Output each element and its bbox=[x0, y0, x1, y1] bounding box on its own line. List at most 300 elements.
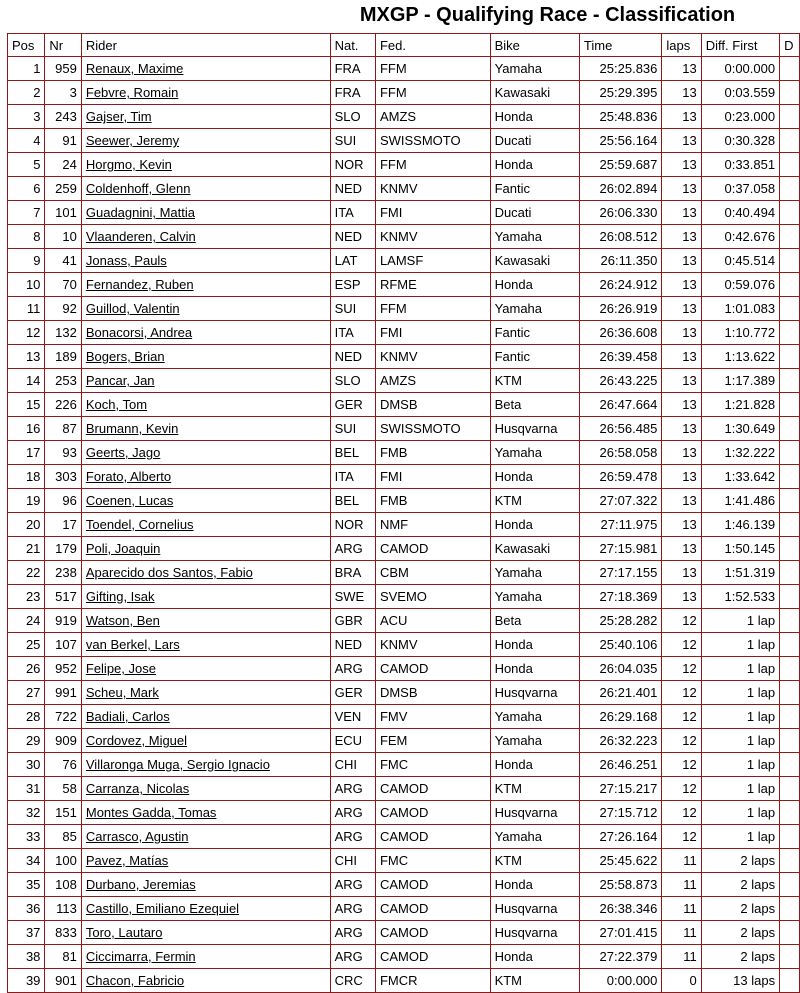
pos-cell: 36 bbox=[8, 897, 45, 921]
laps-cell: 13 bbox=[662, 513, 701, 537]
nat-cell: GER bbox=[330, 681, 375, 705]
rider-cell bbox=[81, 129, 330, 153]
time-cell: 25:58.873 bbox=[579, 873, 662, 897]
nat-cell: VEN bbox=[330, 705, 375, 729]
diff-first-cell: 0:59.076 bbox=[701, 273, 779, 297]
time-cell: 26:04.035 bbox=[579, 657, 662, 681]
diff-prev-cell bbox=[780, 657, 800, 681]
rider-link[interactable]: Geerts, Jago bbox=[85, 445, 161, 460]
bike-cell: Kawasaki bbox=[490, 537, 579, 561]
bike-cell: Beta bbox=[490, 609, 579, 633]
nat-cell: NED bbox=[330, 177, 375, 201]
diff-prev-cell bbox=[780, 681, 800, 705]
laps-cell: 13 bbox=[662, 465, 701, 489]
diff-prev-cell bbox=[780, 249, 800, 273]
time-cell: 26:58.058 bbox=[579, 441, 662, 465]
fed-cell: FMB bbox=[375, 489, 490, 513]
time-cell: 27:01.415 bbox=[579, 921, 662, 945]
pos-cell: 2 bbox=[8, 81, 45, 105]
rider-cell bbox=[81, 393, 330, 417]
laps-cell: 0 bbox=[662, 969, 701, 993]
nr-cell: 3 bbox=[45, 81, 81, 105]
nat-cell: SWE bbox=[330, 585, 375, 609]
table-row bbox=[8, 321, 800, 345]
laps-cell: 13 bbox=[662, 105, 701, 129]
header-nat: Nat. bbox=[330, 34, 375, 57]
header-rider: Rider bbox=[81, 34, 330, 57]
rider-link[interactable]: van Berkel, Lars bbox=[85, 637, 180, 652]
diff-prev-cell bbox=[780, 369, 800, 393]
rider-cell bbox=[81, 873, 330, 897]
fed-cell: CAMOD bbox=[375, 945, 490, 969]
table-row bbox=[8, 921, 800, 945]
pos-cell: 21 bbox=[8, 537, 45, 561]
table-row bbox=[8, 633, 800, 657]
nr-cell: 132 bbox=[45, 321, 81, 345]
bike-cell: Husqvarna bbox=[490, 417, 579, 441]
time-cell: 26:56.485 bbox=[579, 417, 662, 441]
nr-cell: 96 bbox=[45, 489, 81, 513]
table-row bbox=[8, 897, 800, 921]
diff-first-cell: 1:46.139 bbox=[701, 513, 779, 537]
rider-link[interactable]: Toro, Lautaro bbox=[85, 925, 163, 940]
rider-link[interactable]: Ciccimarra, Fermin bbox=[85, 949, 196, 964]
diff-prev-cell bbox=[780, 969, 800, 993]
pos-cell: 17 bbox=[8, 441, 45, 465]
bike-cell: Honda bbox=[490, 945, 579, 969]
diff-first-cell: 1:41.486 bbox=[701, 489, 779, 513]
diff-prev-cell bbox=[780, 129, 800, 153]
nat-cell: ECU bbox=[330, 729, 375, 753]
diff-first-cell: 1 lap bbox=[701, 801, 779, 825]
nat-cell: ITA bbox=[330, 201, 375, 225]
time-cell: 26:59.478 bbox=[579, 465, 662, 489]
table-row bbox=[8, 585, 800, 609]
nr-cell: 253 bbox=[45, 369, 81, 393]
fed-cell: CAMOD bbox=[375, 825, 490, 849]
bike-cell: Ducati bbox=[490, 201, 579, 225]
rider-link[interactable]: Scheu, Mark bbox=[85, 685, 159, 700]
nat-cell: NOR bbox=[330, 153, 375, 177]
diff-first-cell: 1 lap bbox=[701, 705, 779, 729]
fed-cell: KNMV bbox=[375, 225, 490, 249]
pos-cell: 24 bbox=[8, 609, 45, 633]
rider-link[interactable]: Fernandez, Ruben bbox=[85, 277, 194, 292]
rider-link[interactable]: Febvre, Romain bbox=[85, 85, 179, 100]
diff-prev-cell bbox=[780, 297, 800, 321]
nr-cell: 151 bbox=[45, 801, 81, 825]
diff-prev-cell bbox=[780, 897, 800, 921]
bike-cell: KTM bbox=[490, 369, 579, 393]
rider-cell bbox=[81, 801, 330, 825]
laps-cell: 13 bbox=[662, 153, 701, 177]
table-row bbox=[8, 969, 800, 993]
time-cell: 26:43.225 bbox=[579, 369, 662, 393]
rider-cell bbox=[81, 849, 330, 873]
pos-cell: 37 bbox=[8, 921, 45, 945]
time-cell: 26:06.330 bbox=[579, 201, 662, 225]
table-row bbox=[8, 177, 800, 201]
diff-first-cell: 1:30.649 bbox=[701, 417, 779, 441]
time-cell: 27:26.164 bbox=[579, 825, 662, 849]
pos-cell: 25 bbox=[8, 633, 45, 657]
nat-cell: CRC bbox=[330, 969, 375, 993]
diff-first-cell: 1:52.533 bbox=[701, 585, 779, 609]
pos-cell: 32 bbox=[8, 801, 45, 825]
nr-cell: 108 bbox=[45, 873, 81, 897]
bike-cell: Honda bbox=[490, 465, 579, 489]
laps-cell: 13 bbox=[662, 129, 701, 153]
time-cell: 26:29.168 bbox=[579, 705, 662, 729]
rider-cell bbox=[81, 57, 330, 81]
rider-cell bbox=[81, 777, 330, 801]
fed-cell: DMSB bbox=[375, 681, 490, 705]
table-row bbox=[8, 225, 800, 249]
fed-cell: KNMV bbox=[375, 177, 490, 201]
nat-cell: ARG bbox=[330, 825, 375, 849]
time-cell: 27:15.981 bbox=[579, 537, 662, 561]
table-row bbox=[8, 801, 800, 825]
nr-cell: 41 bbox=[45, 249, 81, 273]
fed-cell: CAMOD bbox=[375, 777, 490, 801]
diff-first-cell: 0:40.494 bbox=[701, 201, 779, 225]
time-cell: 26:02.894 bbox=[579, 177, 662, 201]
fed-cell: FMI bbox=[375, 465, 490, 489]
nr-cell: 70 bbox=[45, 273, 81, 297]
rider-link[interactable]: Poli, Joaquin bbox=[85, 541, 161, 556]
bike-cell: Yamaha bbox=[490, 585, 579, 609]
rider-link[interactable]: Gifting, Isak bbox=[85, 589, 155, 604]
pos-cell: 26 bbox=[8, 657, 45, 681]
diff-prev-cell bbox=[780, 105, 800, 129]
time-cell: 25:56.164 bbox=[579, 129, 662, 153]
laps-cell: 13 bbox=[662, 417, 701, 441]
bike-cell: KTM bbox=[490, 969, 579, 993]
table-row bbox=[8, 681, 800, 705]
nat-cell: BEL bbox=[330, 441, 375, 465]
nr-cell: 303 bbox=[45, 465, 81, 489]
rider-link[interactable]: Bogers, Brian bbox=[85, 349, 165, 364]
nat-cell: ARG bbox=[330, 657, 375, 681]
pos-cell: 20 bbox=[8, 513, 45, 537]
laps-cell: 11 bbox=[662, 945, 701, 969]
nr-cell: 259 bbox=[45, 177, 81, 201]
pos-cell: 5 bbox=[8, 153, 45, 177]
nat-cell: ITA bbox=[330, 321, 375, 345]
time-cell: 26:39.458 bbox=[579, 345, 662, 369]
rider-link[interactable]: Chacon, Fabricio bbox=[85, 973, 185, 988]
rider-link[interactable]: Toendel, Cornelius bbox=[85, 517, 194, 532]
rider-link[interactable]: Bonacorsi, Andrea bbox=[85, 325, 193, 340]
laps-cell: 13 bbox=[662, 489, 701, 513]
laps-cell: 13 bbox=[662, 297, 701, 321]
rider-link[interactable]: Carrasco, Agustin bbox=[85, 829, 189, 844]
rider-link[interactable]: Guadagnini, Mattia bbox=[85, 205, 195, 220]
laps-cell: 13 bbox=[662, 345, 701, 369]
nr-cell: 92 bbox=[45, 297, 81, 321]
diff-prev-cell bbox=[780, 81, 800, 105]
rider-link[interactable]: Vlaanderen, Calvin bbox=[85, 229, 196, 244]
rider-cell bbox=[81, 897, 330, 921]
header-fed: Fed. bbox=[375, 34, 490, 57]
bike-cell: Yamaha bbox=[490, 705, 579, 729]
laps-cell: 13 bbox=[662, 81, 701, 105]
table-row bbox=[8, 873, 800, 897]
diff-first-cell: 2 laps bbox=[701, 849, 779, 873]
pos-cell: 7 bbox=[8, 201, 45, 225]
bike-cell: Kawasaki bbox=[490, 81, 579, 105]
bike-cell: Honda bbox=[490, 273, 579, 297]
rider-cell bbox=[81, 105, 330, 129]
rider-link[interactable]: Watson, Ben bbox=[85, 613, 160, 628]
pos-cell: 39 bbox=[8, 969, 45, 993]
diff-prev-cell bbox=[780, 561, 800, 585]
bike-cell: Husqvarna bbox=[490, 921, 579, 945]
rider-cell bbox=[81, 825, 330, 849]
rider-link[interactable]: Villaronga Muga, Sergio Ignacio bbox=[85, 757, 270, 772]
fed-cell: LAMSF bbox=[375, 249, 490, 273]
diff-first-cell: 1:33.642 bbox=[701, 465, 779, 489]
nr-cell: 959 bbox=[45, 57, 81, 81]
fed-cell: CAMOD bbox=[375, 873, 490, 897]
diff-first-cell: 2 laps bbox=[701, 873, 779, 897]
fed-cell: FMV bbox=[375, 705, 490, 729]
time-cell: 27:15.217 bbox=[579, 777, 662, 801]
table-row bbox=[8, 753, 800, 777]
diff-prev-cell bbox=[780, 153, 800, 177]
pos-cell: 23 bbox=[8, 585, 45, 609]
laps-cell: 12 bbox=[662, 777, 701, 801]
fed-cell: FFM bbox=[375, 57, 490, 81]
nr-cell: 909 bbox=[45, 729, 81, 753]
nr-cell: 87 bbox=[45, 417, 81, 441]
laps-cell: 12 bbox=[662, 681, 701, 705]
rider-link[interactable]: Seewer, Jeremy bbox=[85, 133, 180, 148]
nr-cell: 24 bbox=[45, 153, 81, 177]
diff-prev-cell bbox=[780, 345, 800, 369]
fed-cell: FFM bbox=[375, 81, 490, 105]
diff-first-cell: 1 lap bbox=[701, 777, 779, 801]
rider-link[interactable]: Horgmo, Kevin bbox=[85, 157, 172, 172]
bike-cell: Yamaha bbox=[490, 729, 579, 753]
fed-cell: FFM bbox=[375, 297, 490, 321]
diff-prev-cell bbox=[780, 609, 800, 633]
laps-cell: 13 bbox=[662, 177, 701, 201]
diff-prev-cell bbox=[780, 873, 800, 897]
header-time: Time bbox=[579, 34, 662, 57]
nr-cell: 58 bbox=[45, 777, 81, 801]
nat-cell: NED bbox=[330, 633, 375, 657]
table-row bbox=[8, 825, 800, 849]
pos-cell: 18 bbox=[8, 465, 45, 489]
diff-prev-cell bbox=[780, 921, 800, 945]
laps-cell: 12 bbox=[662, 825, 701, 849]
rider-link[interactable]: Coldenhoff, Glenn bbox=[85, 181, 191, 196]
fed-cell: ACU bbox=[375, 609, 490, 633]
pos-cell: 11 bbox=[8, 297, 45, 321]
rider-cell bbox=[81, 489, 330, 513]
fed-cell: FFM bbox=[375, 153, 490, 177]
nr-cell: 722 bbox=[45, 705, 81, 729]
table-row bbox=[8, 537, 800, 561]
bike-cell: Fantic bbox=[490, 177, 579, 201]
header-nr: Nr bbox=[45, 34, 81, 57]
pos-cell: 19 bbox=[8, 489, 45, 513]
diff-first-cell: 2 laps bbox=[701, 897, 779, 921]
laps-cell: 11 bbox=[662, 849, 701, 873]
time-cell: 26:26.919 bbox=[579, 297, 662, 321]
table-row bbox=[8, 849, 800, 873]
pos-cell: 34 bbox=[8, 849, 45, 873]
nat-cell: NED bbox=[330, 225, 375, 249]
nat-cell: ARG bbox=[330, 537, 375, 561]
laps-cell: 13 bbox=[662, 441, 701, 465]
rider-link[interactable]: Castillo, Emiliano Ezequiel bbox=[85, 901, 240, 916]
rider-cell bbox=[81, 153, 330, 177]
nr-cell: 226 bbox=[45, 393, 81, 417]
fed-cell: KNMV bbox=[375, 345, 490, 369]
fed-cell: AMZS bbox=[375, 369, 490, 393]
rider-link[interactable]: Aparecido dos Santos, Fabio bbox=[85, 565, 253, 580]
rider-link[interactable]: Brumann, Kevin bbox=[85, 421, 179, 436]
nr-cell: 81 bbox=[45, 945, 81, 969]
laps-cell: 11 bbox=[662, 897, 701, 921]
table-row bbox=[8, 465, 800, 489]
nr-cell: 85 bbox=[45, 825, 81, 849]
bike-cell: Honda bbox=[490, 873, 579, 897]
bike-cell: Honda bbox=[490, 633, 579, 657]
rider-link[interactable]: Forato, Alberto bbox=[85, 469, 172, 484]
bike-cell: Kawasaki bbox=[490, 249, 579, 273]
rider-link[interactable]: Felipe, Jose bbox=[85, 661, 156, 676]
nat-cell: ARG bbox=[330, 945, 375, 969]
nr-cell: 238 bbox=[45, 561, 81, 585]
diff-first-cell: 1 lap bbox=[701, 729, 779, 753]
pos-cell: 8 bbox=[8, 225, 45, 249]
pos-cell: 9 bbox=[8, 249, 45, 273]
bike-cell: Yamaha bbox=[490, 225, 579, 249]
table-row bbox=[8, 417, 800, 441]
rider-cell bbox=[81, 633, 330, 657]
table-row bbox=[8, 945, 800, 969]
table-row bbox=[8, 153, 800, 177]
table-row bbox=[8, 609, 800, 633]
pos-cell: 30 bbox=[8, 753, 45, 777]
rider-cell bbox=[81, 657, 330, 681]
diff-prev-cell bbox=[780, 705, 800, 729]
fed-cell: NMF bbox=[375, 513, 490, 537]
fed-cell: SWISSMOTO bbox=[375, 129, 490, 153]
nr-cell: 919 bbox=[45, 609, 81, 633]
bike-cell: Yamaha bbox=[490, 441, 579, 465]
rider-link[interactable]: Coenen, Lucas bbox=[85, 493, 174, 508]
diff-first-cell: 0:00.000 bbox=[701, 57, 779, 81]
header-laps: laps bbox=[662, 34, 701, 57]
rider-link[interactable]: Koch, Tom bbox=[85, 397, 148, 412]
pos-cell: 31 bbox=[8, 777, 45, 801]
pos-cell: 4 bbox=[8, 129, 45, 153]
laps-cell: 12 bbox=[662, 705, 701, 729]
fed-cell: CAMOD bbox=[375, 921, 490, 945]
laps-cell: 13 bbox=[662, 225, 701, 249]
laps-cell: 13 bbox=[662, 321, 701, 345]
nat-cell: BEL bbox=[330, 489, 375, 513]
diff-prev-cell bbox=[780, 321, 800, 345]
rider-cell bbox=[81, 465, 330, 489]
pos-cell: 6 bbox=[8, 177, 45, 201]
header-diff-first: Diff. First bbox=[701, 34, 779, 57]
nr-cell: 517 bbox=[45, 585, 81, 609]
nat-cell: ARG bbox=[330, 873, 375, 897]
time-cell: 26:46.251 bbox=[579, 753, 662, 777]
table-row bbox=[8, 393, 800, 417]
diff-prev-cell bbox=[780, 729, 800, 753]
rider-cell bbox=[81, 273, 330, 297]
diff-first-cell: 13 laps bbox=[701, 969, 779, 993]
bike-cell: Honda bbox=[490, 657, 579, 681]
rider-link[interactable]: Montes Gadda, Tomas bbox=[85, 805, 217, 820]
diff-prev-cell bbox=[780, 417, 800, 441]
table-row bbox=[8, 705, 800, 729]
fed-cell: FEM bbox=[375, 729, 490, 753]
nr-cell: 101 bbox=[45, 201, 81, 225]
diff-first-cell: 1 lap bbox=[701, 753, 779, 777]
rider-link[interactable]: Durbano, Jeremias bbox=[85, 877, 196, 892]
header-pos: Pos bbox=[8, 34, 45, 57]
diff-first-cell: 2 laps bbox=[701, 921, 779, 945]
nat-cell: SUI bbox=[330, 129, 375, 153]
rider-link[interactable]: Cordovez, Miguel bbox=[85, 733, 188, 748]
time-cell: 26:21.401 bbox=[579, 681, 662, 705]
fed-cell: KNMV bbox=[375, 633, 490, 657]
header-bike: Bike bbox=[490, 34, 579, 57]
laps-cell: 13 bbox=[662, 249, 701, 273]
nat-cell: ARG bbox=[330, 921, 375, 945]
rider-cell bbox=[81, 609, 330, 633]
rider-link[interactable]: Renaux, Maxime bbox=[85, 61, 184, 76]
rider-link[interactable]: Pavez, Matías bbox=[85, 853, 169, 868]
time-cell: 27:11.975 bbox=[579, 513, 662, 537]
rider-link[interactable]: Badiali, Carlos bbox=[85, 709, 170, 724]
diff-first-cell: 0:33.851 bbox=[701, 153, 779, 177]
fed-cell: AMZS bbox=[375, 105, 490, 129]
nr-cell: 113 bbox=[45, 897, 81, 921]
diff-first-cell: 1:50.145 bbox=[701, 537, 779, 561]
diff-prev-cell bbox=[780, 537, 800, 561]
rider-link[interactable]: Carranza, Nicolas bbox=[85, 781, 190, 796]
time-cell: 25:59.687 bbox=[579, 153, 662, 177]
laps-cell: 12 bbox=[662, 633, 701, 657]
rider-cell bbox=[81, 969, 330, 993]
nat-cell: FRA bbox=[330, 81, 375, 105]
nat-cell: ARG bbox=[330, 801, 375, 825]
nat-cell: ARG bbox=[330, 777, 375, 801]
time-cell: 25:28.282 bbox=[579, 609, 662, 633]
rider-link[interactable]: Jonass, Pauls bbox=[85, 253, 167, 268]
rider-cell bbox=[81, 753, 330, 777]
rider-link[interactable]: Pancar, Jan bbox=[85, 373, 155, 388]
table-row bbox=[8, 57, 800, 81]
rider-cell bbox=[81, 681, 330, 705]
diff-prev-cell bbox=[780, 201, 800, 225]
diff-first-cell: 0:37.058 bbox=[701, 177, 779, 201]
table-row bbox=[8, 441, 800, 465]
rider-link[interactable]: Gajser, Tim bbox=[85, 109, 152, 124]
rider-link[interactable]: Guillod, Valentin bbox=[85, 301, 180, 316]
diff-first-cell: 1:21.828 bbox=[701, 393, 779, 417]
rider-cell bbox=[81, 921, 330, 945]
fed-cell: CBM bbox=[375, 561, 490, 585]
